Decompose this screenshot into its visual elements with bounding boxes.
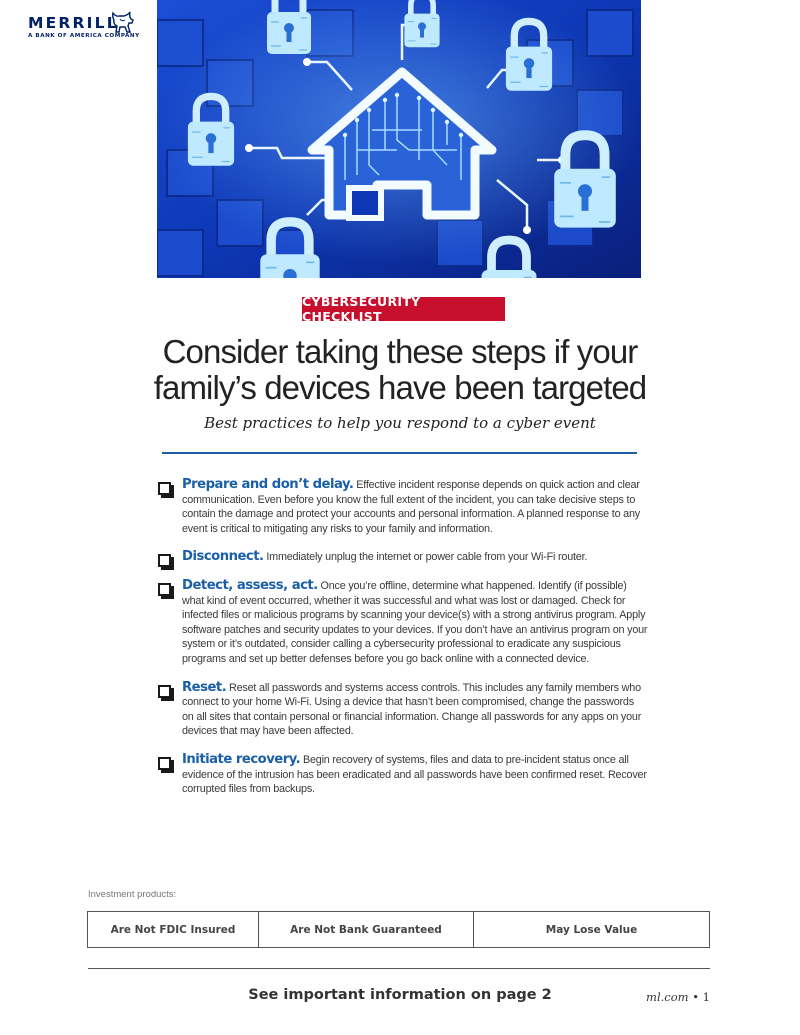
checklist-item-prepare	[158, 478, 648, 536]
merrill-logo	[28, 14, 140, 39]
bull-icon	[110, 11, 136, 33]
checklist-item-body: Begin recovery of systems, files and data to pre-incident status once all evidence of the intrusion has been eradicated and all passwords have been confirmed reset. Recover corrupted files from backups.	[182, 753, 647, 796]
checklist-item-recovery	[158, 753, 648, 797]
disclaimer-lose-value: May Lose Value	[545, 923, 638, 936]
checkbox-icon[interactable]	[158, 482, 171, 495]
checklist-item-body: Reset all passwords and systems access controls. This includes any family members who connect to your home Wi-Fi. Using a device that hasn’t been compromised, change the passwords on all sites that contain personal or financial information. Change all passwords for any apps on your devices that may have been affected.	[182, 681, 642, 738]
section-badge: CYBERSECURITY CHECKLIST	[302, 297, 505, 321]
checklist	[158, 478, 648, 811]
title-line-2: family’s devices have been targeted	[153, 369, 647, 406]
page-number: 1	[702, 990, 710, 1004]
title-divider	[162, 452, 637, 454]
page-reference	[646, 990, 710, 1004]
checklist-item-body: Immediately unplug the internet or power cable from your Wi-Fi router.	[266, 551, 588, 564]
page-title	[100, 334, 700, 406]
checklist-item-title: Prepare and don’t delay.	[182, 477, 354, 492]
checklist-item-detect	[158, 579, 648, 667]
page-subtitle: Best practices to help you respond to a cyber event	[204, 414, 596, 432]
see-important-info: See important information on page 2	[248, 987, 552, 1003]
investment-products-label: Investment products:	[88, 889, 177, 900]
page-separator: •	[692, 990, 700, 1004]
logo-tagline: A BANK OF AMERICA COMPANY	[28, 33, 140, 39]
checklist-item-reset	[158, 681, 648, 739]
investment-disclaimer-box	[87, 911, 710, 948]
logo-wordmark: MERRILL	[28, 14, 119, 32]
disclaimer-bank-guarantee: Are Not Bank Guaranteed	[259, 912, 474, 947]
checkbox-icon[interactable]	[158, 757, 171, 770]
footer-divider	[88, 968, 710, 969]
title-line-1: Consider taking these steps if your	[162, 333, 638, 370]
circuit-house-padlocks-illustration	[157, 0, 641, 278]
checklist-item-title: Disconnect.	[182, 549, 264, 565]
checkbox-icon[interactable]	[158, 554, 171, 567]
checklist-item-disconnect	[158, 550, 648, 565]
checkbox-icon[interactable]	[158, 583, 171, 596]
checklist-item-title: Reset.	[182, 679, 227, 695]
disclaimer-fdic: Are Not FDIC Insured	[88, 912, 259, 947]
checklist-item-title: Detect, assess, act.	[182, 577, 318, 593]
checklist-item-body: Once you’re offline, determine what happened. Identify (if possible) what kind of event occurred, whether it was successful and what was lost or damaged. Check for infected files or malicious programs by scanning your device(s) with a strong antivirus program. Apply software patches and security updates to your devices. If you don’t have an antivirus program on your system or it’s outdated, consider calling a cybersecurity professional to eradicate any suspicious programs and set up better defenses before you go back online with a connected device.	[182, 579, 648, 665]
checklist-item-body: Effective incident response depends on quick action and clear communication. Even before you know the full extent of the incident, you can take decisive steps to contain the damage and protect your accounts and personal information. A planned response to any event is critical to mitigating any risks to your family and information.	[182, 479, 640, 535]
checkbox-icon[interactable]	[158, 685, 171, 698]
site-link[interactable]: ml.com	[646, 990, 689, 1004]
checklist-item-title: Initiate recovery.	[182, 751, 301, 767]
hero-image	[157, 0, 641, 278]
